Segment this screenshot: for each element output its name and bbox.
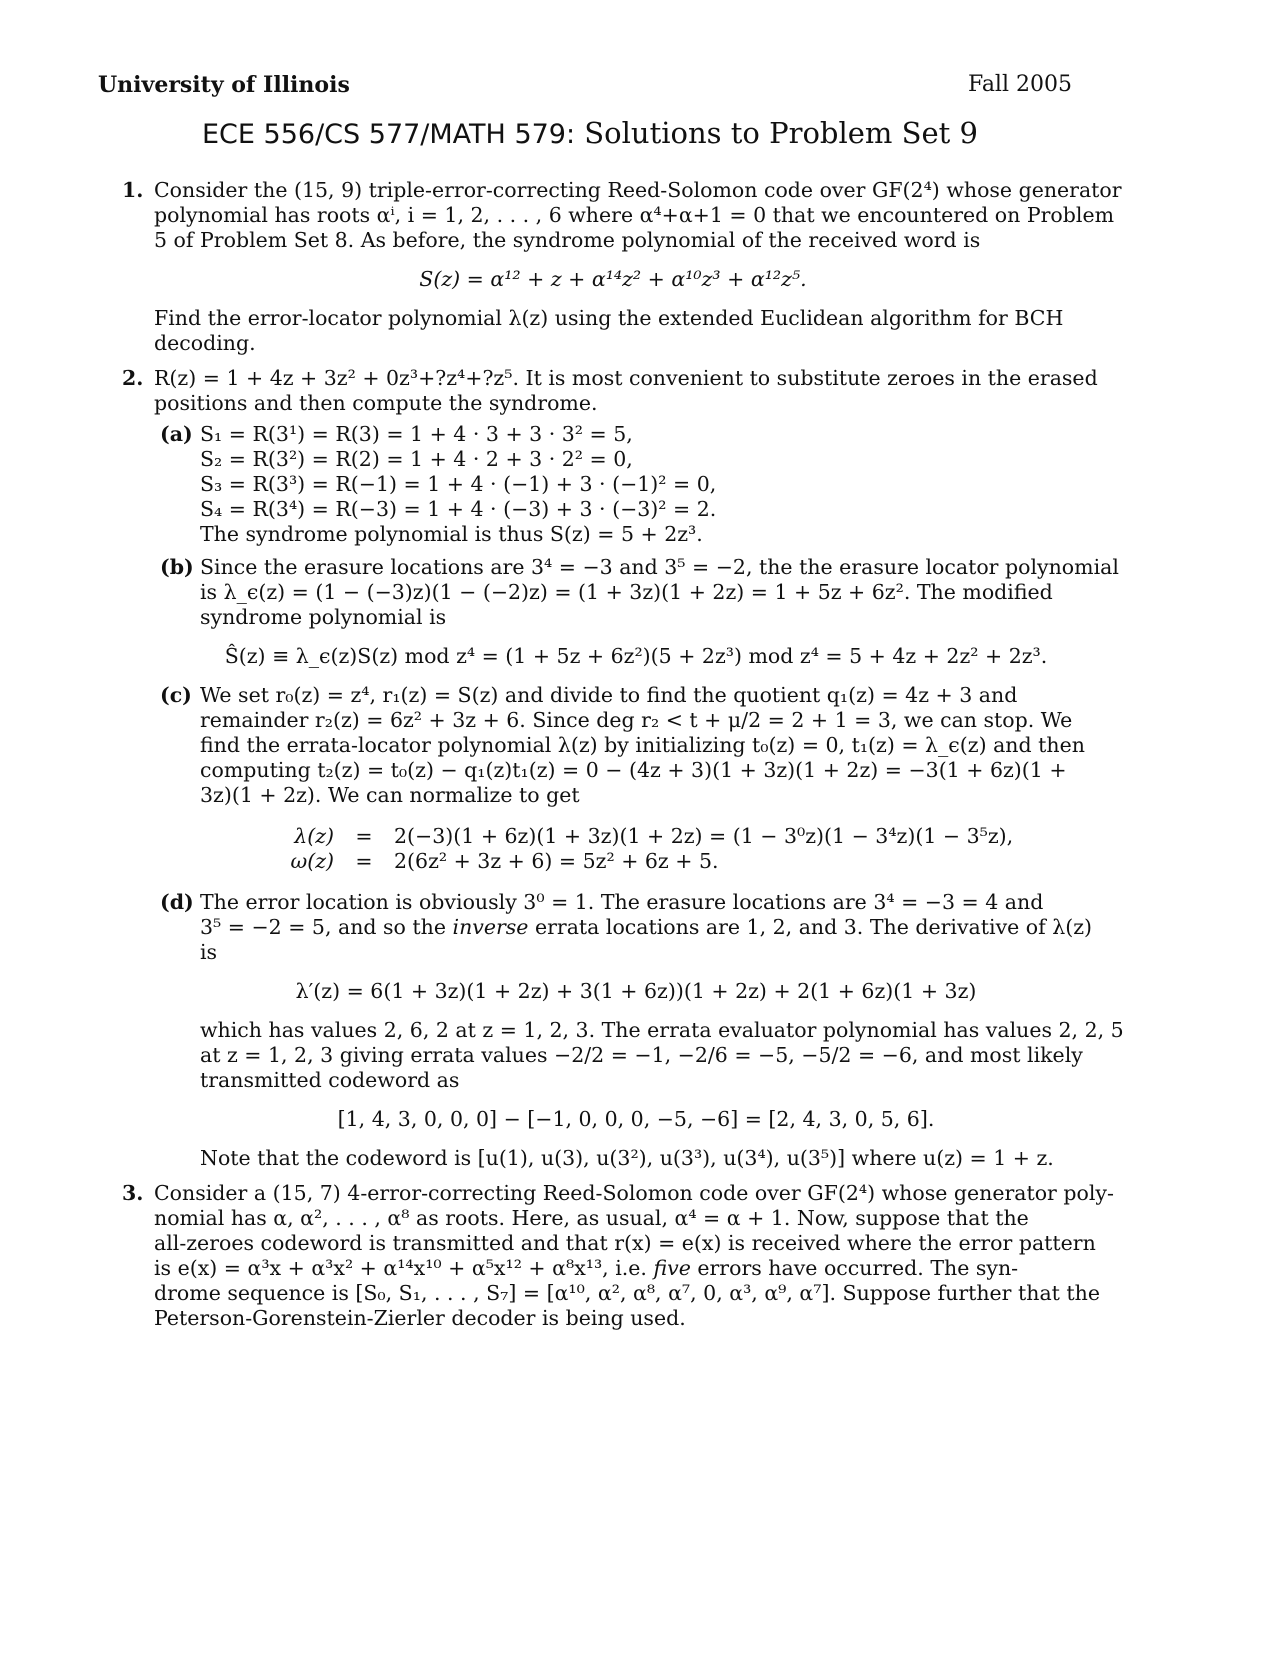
document-body: [122, 178, 1124, 1341]
text-line: [200, 915, 1093, 940]
page-title: [0, 116, 1180, 150]
text-line: remainder r₂(z) = 6z² + 3z + 6. Since deg r₂ < t + μ/2 = 2 + 1 = 3, we can stop. We: [200, 708, 1073, 732]
equation-sign: =: [355, 849, 373, 873]
text-line: at z = 1, 2, 3 giving errata values −2/2 = −1, −2/6 = −5, −5/2 = −6, and most likely: [200, 1043, 1083, 1067]
part-a: [154, 422, 1072, 547]
equation-row: [280, 849, 1072, 874]
text-run: errors have occurred. The syn-: [690, 1256, 1019, 1280]
equation-lhs: ω(z): [290, 849, 334, 873]
equation-array: [280, 824, 1072, 874]
syndrome-equation: S(z) = α¹² + z + α¹⁴z² + α¹⁰z³ + α¹²z⁵.: [419, 267, 807, 291]
text-line: syndrome polynomial is: [200, 605, 447, 629]
text-line: positions and then compute the syndrome.: [154, 391, 598, 415]
equation-sign: =: [355, 824, 373, 848]
part-label: (a): [160, 422, 193, 446]
emphasis-text: inverse: [452, 915, 529, 939]
text-line: We set r₀(z) = z⁴, r₁(z) = S(z) and divide to find the quotient q₁(z) = 4z + 3 and: [200, 683, 1018, 707]
text-line: polynomial has roots αⁱ, i = 1, 2, . . . , 6 where α⁴+α+1 = 0 that we encountered on Problem: [154, 203, 1115, 227]
equation-row: [280, 824, 1072, 849]
text-line: find the errata-locator polynomial λ(z) by initializing t₀(z) = 0, t₁(z) = λ_ϵ(z) and then: [200, 733, 1085, 757]
text-line: S₄ = R(3⁴) = R(−3) = 1 + 4 · (−3) + 3 · (−3)² = 2.: [200, 497, 717, 521]
text-run: 3⁵ = −2 = 5, and so the: [200, 915, 453, 939]
problem-3: [122, 1181, 1114, 1331]
text-line: S₁ = R(3¹) = R(3) = 1 + 4 · 3 + 3 · 3² = 5,: [200, 422, 633, 446]
text-line: computing t₂(z) = t₀(z) − q₁(z)t₁(z) = 0 − (4z + 3)(1 + 3z)(1 + 2z) = −3(1 + 6z)(1 +: [200, 758, 1067, 782]
text-line: transmitted codeword as: [200, 1068, 460, 1092]
text-line: [154, 1256, 1072, 1281]
text-line: The syndrome polynomial is thus S(z) = 5 + 2z³.: [200, 522, 703, 546]
text-line: S₂ = R(3²) = R(2) = 1 + 4 · 2 + 3 · 2² = 0,: [200, 447, 633, 471]
problem-number: 3.: [122, 1181, 144, 1205]
text-line: drome sequence is [S₀, S₁, . . . , S₇] = [α¹⁰, α², α⁸, α⁷, 0, α³, α⁹, α⁷]. Suppose further that the: [154, 1281, 1100, 1305]
problem-number: 1.: [122, 178, 144, 202]
text-line: Since the erasure locations are 3⁴ = −3 and 3⁵ = −2, the the erasure locator polynomial: [200, 555, 1119, 579]
text-line: Peterson-Gorenstein-Zierler decoder is being used.: [154, 1306, 686, 1330]
text-line: decoding.: [154, 331, 256, 355]
text-line: Consider the (15, 9) triple-error-correcting Reed-Solomon code over GF(2⁴) whose generator: [154, 178, 1122, 202]
part-label: (b): [160, 555, 194, 579]
derivative-equation: λ′(z) = 6(1 + 3z)(1 + 2z) + 3(1 + 6z))(1 + 2z) + 2(1 + 6z)(1 + 3z): [295, 979, 977, 1003]
university-header: University of Illinois: [98, 72, 350, 98]
text-run: is e(x) = α³x + α³x² + α¹⁴x¹⁰ + α⁵x¹² + α⁸x¹³, i.e.: [154, 1256, 654, 1280]
text-line: 5 of Problem Set 8. As before, the syndrome polynomial of the received word is: [154, 228, 981, 252]
part-d: [154, 890, 1124, 1171]
part-b: [154, 555, 1119, 669]
part-label: (d): [160, 890, 194, 914]
text-line: S₃ = R(3³) = R(−1) = 1 + 4 · (−1) + 3 · (−1)² = 0,: [200, 472, 717, 496]
text-line: which has values 2, 6, 2 at z = 1, 2, 3. The errata evaluator polynomial has values 2, 2, 5: [200, 1018, 1124, 1042]
text-line: is λ_ϵ(z) = (1 − (−3)z)(1 − (−2)z) = (1 + 3z)(1 + 2z) = 1 + 5z + 6z². The modified: [200, 580, 1053, 604]
note-line: Note that the codeword is [u(1), u(3), u(3²), u(3³), u(3⁴), u(3⁵)] where u(z) = 1 + z.: [200, 1146, 1054, 1170]
text-line: is: [200, 940, 218, 964]
text-line: Find the error-locator polynomial λ(z) using the extended Euclidean algorithm for BCH: [154, 306, 1064, 330]
text-line: R(z) = 1 + 4z + 3z² + 0z³+?z⁴+?z⁵. It is most convenient to substitute zeroes in the erased: [154, 366, 1098, 390]
modified-syndrome-equation: Ŝ(z) ≡ λ_ϵ(z)S(z) mod z⁴ = (1 + 5z + 6z²)(5 + 2z³) mod z⁴ = 5 + 4z + 2z² + 2z³.: [224, 644, 1048, 668]
equation-rhs: 2(6z² + 3z + 6) = 5z² + 6z + 5.: [394, 849, 719, 873]
part-c: [154, 683, 1085, 874]
text-line: Consider a (15, 7) 4-error-correcting Reed-Solomon code over GF(2⁴) whose generator poly-: [154, 1181, 1114, 1205]
codeword-equation: [1, 4, 3, 0, 0, 0] − [−1, 0, 0, 0, −5, −6] = [2, 4, 3, 0, 5, 6].: [337, 1107, 935, 1131]
text-line: nomial has α, α², . . . , α⁸ as roots. Here, as usual, α⁴ = α + 1. Now, suppose that the: [154, 1206, 1029, 1230]
text-run: errata locations are 1, 2, and 3. The derivative of λ(z): [528, 915, 1093, 939]
problem-number: 2.: [122, 366, 144, 390]
problem-2: [122, 366, 1124, 1171]
title-text: Solutions to Problem Set 9: [584, 116, 978, 150]
text-line: 3z)(1 + 2z). We can normalize to get: [200, 783, 580, 807]
text-line: all-zeroes codeword is transmitted and that r(x) = e(x) is received where the error pattern: [154, 1231, 1096, 1255]
part-label: (c): [160, 683, 192, 707]
equation-lhs: λ(z): [294, 824, 334, 848]
text-line: The error location is obviously 3⁰ = 1. The erasure locations are 3⁴ = −3 = 4 and: [200, 890, 1044, 914]
emphasis-text: five: [653, 1256, 691, 1280]
course-code: ECE 556/CS 577/MATH 579:: [202, 119, 576, 150]
equation-rhs: 2(−3)(1 + 6z)(1 + 3z)(1 + 2z) = (1 − 3⁰z)(1 − 3⁴z)(1 − 3⁵z),: [394, 824, 1014, 848]
term-header: Fall 2005: [968, 72, 1072, 97]
problem-1: [122, 178, 1122, 356]
